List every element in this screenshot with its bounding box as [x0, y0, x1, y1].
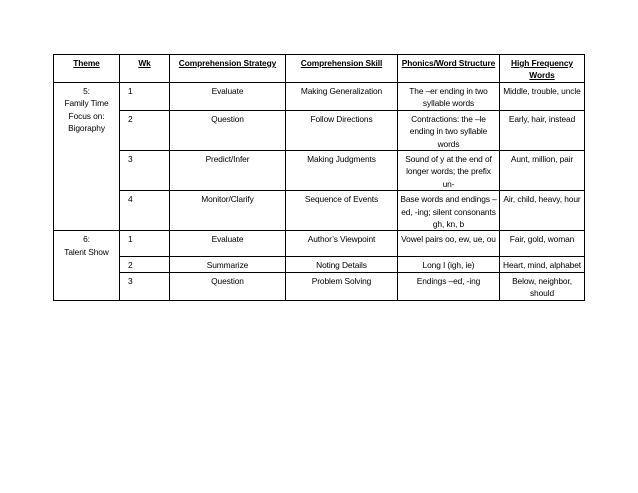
strategy-cell: Monitor/Clarify: [170, 191, 286, 231]
skill-cell: Author’s Viewpoint: [286, 231, 398, 257]
high-frequency-cell: Middle, trouble, uncle: [500, 83, 585, 111]
week-cell: 3: [120, 272, 170, 300]
phonics-cell: Endings –ed, -ing: [398, 272, 500, 300]
week-cell: 2: [120, 257, 170, 272]
week-cell: 1: [120, 83, 170, 111]
strategy-cell: Summarize: [170, 257, 286, 272]
high-frequency-cell: Air, child, heavy, hour: [500, 191, 585, 231]
phonics-cell: The –er ending in two syllable words: [398, 83, 500, 111]
header-wk: Wk: [120, 55, 170, 83]
skill-cell: Sequence of Events: [286, 191, 398, 231]
high-frequency-cell: Heart, mind, alphabet: [500, 257, 585, 272]
header-row: [54, 55, 585, 83]
week-cell: 2: [120, 110, 170, 150]
phonics-cell: Vowel pairs oo, ew, ue, ou: [398, 231, 500, 257]
strategy-cell: Evaluate: [170, 83, 286, 111]
header-strategy: Comprehension Strategy: [170, 55, 286, 83]
high-frequency-cell: Early, hair, instead: [500, 110, 585, 150]
week-cell: 3: [120, 151, 170, 191]
table-row: [54, 83, 585, 111]
strategy-cell: Evaluate: [170, 231, 286, 257]
header-phonics: Phonics/Word Structure: [398, 55, 500, 83]
high-frequency-cell: Below, neighbor, should: [500, 272, 585, 300]
table-row: [54, 272, 585, 300]
header-theme: Theme: [54, 55, 120, 83]
week-cell: 1: [120, 231, 170, 257]
skill-cell: Making Generalization: [286, 83, 398, 111]
header-high-frequency: High Frequency Words: [500, 55, 585, 83]
curriculum-table: [53, 54, 585, 301]
phonics-cell: Long I (igh, ie): [398, 257, 500, 272]
phonics-cell: Contractions: the –le ending in two syllable words: [398, 110, 500, 150]
high-frequency-cell: Fair, gold, woman: [500, 231, 585, 257]
strategy-cell: Question: [170, 272, 286, 300]
header-skill: Comprehension Skill: [286, 55, 398, 83]
table-row: [54, 191, 585, 231]
phonics-cell: Base words and endings –ed, -ing; silent consonants gh, kn, b: [398, 191, 500, 231]
strategy-cell: Predict/Infer: [170, 151, 286, 191]
skill-cell: Making Judgments: [286, 151, 398, 191]
skill-cell: Noting Details: [286, 257, 398, 272]
high-frequency-cell: Aunt, million, pair: [500, 151, 585, 191]
theme-cell: 6: Talent Show: [54, 231, 120, 300]
table-row: [54, 110, 585, 150]
table-row: [54, 151, 585, 191]
table-row: [54, 231, 585, 257]
phonics-cell: Sound of y at the end of longer words; the prefix un-: [398, 151, 500, 191]
skill-cell: Follow Directions: [286, 110, 398, 150]
table-row: [54, 257, 585, 272]
strategy-cell: Question: [170, 110, 286, 150]
theme-cell: 5: Family Time Focus on: Bigoraphy: [54, 83, 120, 231]
skill-cell: Problem Solving: [286, 272, 398, 300]
week-cell: 4: [120, 191, 170, 231]
